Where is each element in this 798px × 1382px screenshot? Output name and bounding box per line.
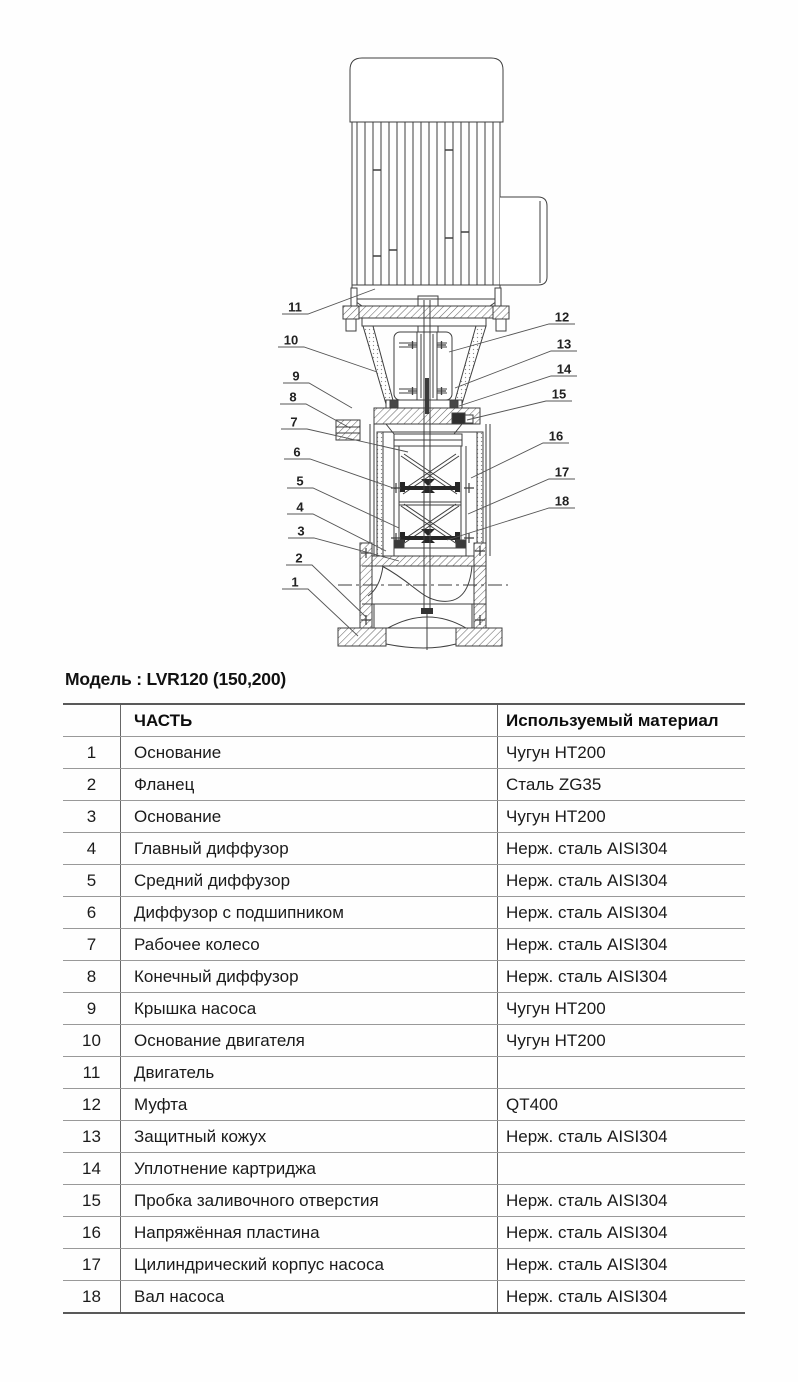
parts-table — [63, 703, 745, 1314]
material-cell: Нерж. сталь AISI304 — [497, 1217, 745, 1248]
part-number-cell: 3 — [86, 807, 97, 826]
table-row — [63, 1057, 745, 1089]
pump-base — [338, 543, 508, 648]
callout-label-13: 13 — [556, 336, 572, 352]
material-cell: Сталь ZG35 — [497, 769, 745, 800]
part-name-cell: Двигатель — [120, 1057, 497, 1088]
part-number-cell: 1 — [86, 743, 97, 762]
table-row — [63, 1217, 745, 1249]
part-name-cell: Средний диффузор — [120, 865, 497, 896]
part-name-cell: Цилиндрический корпус насоса — [120, 1249, 497, 1280]
part-number-cell: 10 — [82, 1031, 101, 1050]
callout-label-6: 6 — [293, 444, 301, 460]
part-number-cell: 8 — [86, 967, 97, 986]
part-name-cell: Основание двигателя — [120, 1025, 497, 1056]
part-name-cell: Защитный кожух — [120, 1121, 497, 1152]
part-name-cell: Вал насоса — [120, 1281, 497, 1312]
callout-label-17: 17 — [554, 464, 570, 480]
part-number-cell: 7 — [86, 935, 97, 954]
table-header-row — [63, 705, 745, 737]
header-part: ЧАСТЬ — [120, 705, 497, 736]
callout-label-14: 14 — [556, 361, 572, 377]
part-number-cell: 9 — [86, 999, 97, 1018]
callout-label-3: 3 — [297, 523, 305, 539]
gauge-boss — [336, 420, 360, 440]
table-row — [63, 865, 745, 897]
callout-label-18: 18 — [554, 493, 570, 509]
callout-label-7: 7 — [290, 414, 298, 430]
material-cell: Чугун HT200 — [497, 993, 745, 1024]
material-cell: Нерж. сталь AISI304 — [497, 897, 745, 928]
part-name-cell: Конечный диффузор — [120, 961, 497, 992]
coupling-guard-window — [394, 332, 452, 400]
material-cell: Нерж. сталь AISI304 — [497, 1121, 745, 1152]
material-cell: Нерж. сталь AISI304 — [497, 1249, 745, 1280]
fill-plug — [452, 413, 465, 424]
part-name-cell: Крышка насоса — [120, 993, 497, 1024]
material-cell: Чугун HT200 — [497, 737, 745, 768]
callout-label-11: 11 — [288, 299, 302, 315]
material-cell: QT400 — [497, 1089, 745, 1120]
motor-fins — [357, 122, 493, 285]
table-row — [63, 993, 745, 1025]
table-row — [63, 1281, 745, 1312]
part-number-cell: 2 — [86, 775, 97, 794]
part-name-cell: Основание — [120, 801, 497, 832]
table-row — [63, 801, 745, 833]
material-cell: Чугун HT200 — [497, 1025, 745, 1056]
material-cell: Нерж. сталь AISI304 — [497, 929, 745, 960]
callout-label-5: 5 — [296, 473, 304, 489]
callout-label-2: 2 — [295, 550, 303, 566]
table-row — [63, 737, 745, 769]
table-row — [63, 1185, 745, 1217]
callout-label-1: 1 — [291, 574, 299, 590]
part-name-cell: Рабочее колесо — [120, 929, 497, 960]
material-cell: Нерж. сталь AISI304 — [497, 833, 745, 864]
table-row — [63, 1153, 745, 1185]
part-name-cell: Фланец — [120, 769, 497, 800]
motor-section — [350, 58, 547, 332]
part-number-cell: 5 — [86, 871, 97, 890]
header-number — [63, 705, 120, 736]
table-row — [63, 833, 745, 865]
part-number-cell: 13 — [82, 1127, 101, 1146]
part-name-cell: Основание — [120, 737, 497, 768]
part-name-cell: Уплотнение картриджа — [120, 1153, 497, 1184]
part-name-cell: Муфта — [120, 1089, 497, 1120]
material-cell: Нерж. сталь AISI304 — [497, 865, 745, 896]
table-row — [63, 1089, 745, 1121]
part-number-cell: 15 — [82, 1191, 101, 1210]
model-title: Модель : LVR120 (150,200) — [65, 669, 286, 689]
part-number-cell: 12 — [82, 1095, 101, 1114]
callout-label-16: 16 — [548, 428, 564, 444]
table-row — [63, 961, 745, 993]
table-row — [63, 897, 745, 929]
part-name-cell: Пробка заливочного отверстия — [120, 1185, 497, 1216]
pump-diagram-svg — [0, 0, 798, 660]
part-number-cell: 11 — [82, 1063, 101, 1082]
material-cell: Нерж. сталь AISI304 — [497, 961, 745, 992]
callout-label-10: 10 — [283, 332, 299, 348]
callout-leader-2 — [286, 565, 366, 617]
material-cell: Нерж. сталь AISI304 — [497, 1281, 745, 1312]
table-row — [63, 1249, 745, 1281]
part-name-cell: Напряжённая пластина — [120, 1217, 497, 1248]
callout-label-15: 15 — [551, 386, 567, 402]
callout-leader-15 — [467, 401, 572, 420]
part-number-cell: 16 — [82, 1223, 101, 1242]
table-row — [63, 929, 745, 961]
callout-label-4: 4 — [296, 499, 304, 515]
terminal-box — [500, 197, 547, 285]
callout-label-8: 8 — [289, 389, 297, 405]
header-material: Используемый материал — [497, 705, 745, 736]
table-row — [63, 1025, 745, 1057]
part-number-cell: 18 — [82, 1287, 101, 1306]
material-cell — [497, 1153, 745, 1184]
part-number-cell: 4 — [86, 839, 97, 858]
pump-cutaway-diagram — [0, 0, 798, 660]
part-number-cell: 14 — [82, 1159, 101, 1178]
table-body — [63, 737, 745, 1312]
table-row — [63, 1121, 745, 1153]
material-cell — [497, 1057, 745, 1088]
callout-label-9: 9 — [292, 368, 300, 384]
part-number-cell: 17 — [82, 1255, 101, 1274]
part-number-cell: 6 — [86, 903, 97, 922]
material-cell: Чугун HT200 — [497, 801, 745, 832]
material-cell: Нерж. сталь AISI304 — [497, 1185, 745, 1216]
table-row — [63, 769, 745, 801]
part-name-cell: Диффузор с подшипником — [120, 897, 497, 928]
callout-label-12: 12 — [554, 309, 570, 325]
part-name-cell: Главный диффузор — [120, 833, 497, 864]
